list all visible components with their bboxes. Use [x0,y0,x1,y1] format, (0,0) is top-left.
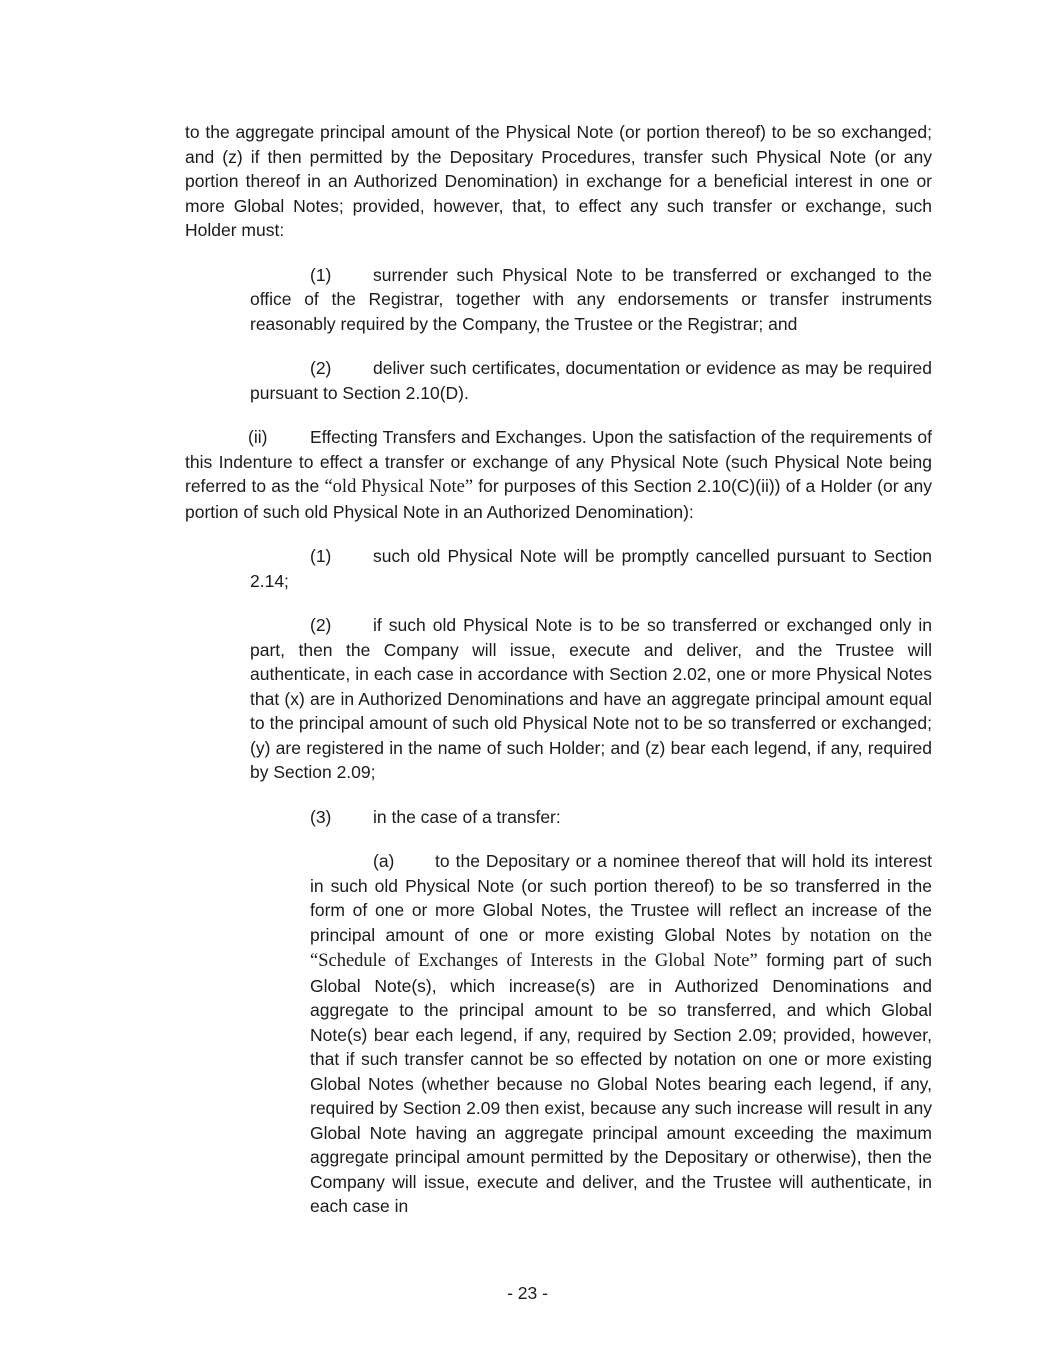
paragraph-continuation [185,120,932,243]
numbered-clause-1 [250,263,932,337]
clause-text: forming part of such Global Note(s), which increase(s) are in Authorized Denominations and aggregate to the principal amount to be so transferred, and which Global Note(s) bear each legend, if any, required by Section 2.09; provided, however, that if such transfer cannot be so effected by notation on one or more existing Global Notes (whether because no Global Notes bearing each legend, if any, required by Section 2.09 then exist, because any such increase will result in any Global Note having an aggregate principal amount exceeding the maximum aggregate principal amount permitted by the Depositary or otherwise), then the Company will issue, execute and deliver, and the Trustee will authenticate, in each case in [310,950,932,1216]
page-number: - 23 - [507,1283,548,1303]
clause-text: in the case of a transfer: [373,806,561,827]
clause-text: such old Physical Note will be promptly cancelled pursuant to Section 2.14; [250,546,932,591]
clause-text: deliver such certificates, documentation or evidence as may be required pursuant to Section 2.10(D). [250,358,932,403]
clause-text: surrender such Physical Note to be transferred or exchanged to the office of the Registrar, together with any endorsements or transfer instruments reasonably required by the Company, the Trustee or the Registrar; and [250,264,932,334]
clause-text: for purposes of this Section 2.10(C)(ii)) of a Holder (or any portion of such old Physical Note in an Authorized Denomination): [185,476,932,522]
clause-text: Effecting Transfers and Exchanges. Upon the satisfaction of the requirements of this Indenture to effect a transfer or exchange of any Physical Note (such Physical Note being referred to as the [185,427,932,496]
paragraph-text: to the aggregate principal amount of the Physical Note (or portion thereof) to be so exchanged; and (z) if then permitted by the Depositary Procedures, transfer such Physical Note (or any portion thereof in an Authorized Denomination) in exchange for a beneficial interest in one or more Global Notes; provided, however, that, to effect any such transfer or exchange, such Holder must: [185,122,932,240]
lettered-subclause-a [310,849,932,1219]
clause-number: (2) [310,615,332,635]
document-content [185,120,932,1239]
clause-text: to the Depositary or a nominee thereof that will hold its interest in such old Physical Note (or such portion thereof) to be so transferred in the form of one or more Global Notes, the Trustee will reflect an increase of the principal amount of one or more existing Global Notes [310,851,932,945]
quoted-defined-term: “old Physical Note” [324,477,474,497]
clause-number: (3) [310,806,332,827]
clause-text: if such old Physical Note is to be so transferred or exchanged only in part, then the Company will issue, execute and deliver, and the Trustee will authenticate, in each case in accordance with Section 2.02, one or more Physical Notes that (x) are in Authorized Denominations and have an aggregate principal amount equal to the principal amount of such old Physical Note not to be so transferred or exchanged; (y) are registered in the name of such Holder; and (z) bear each legend, if any, required by Section 2.09; [250,615,932,782]
clause-number: (ii) [248,427,268,447]
numbered-clause-ii-3 [250,805,932,830]
clause-number: (1) [310,264,332,285]
section-ii-paragraph [185,425,932,524]
clause-number: (a) [373,851,395,871]
clause-number: (2) [310,358,332,378]
numbered-clause-2 [250,356,932,405]
clause-number: (1) [310,546,332,566]
numbered-clause-ii-2 [250,613,932,785]
quoted-schedule-title: by notation on the “Schedule of Exchanges of Interests in the Global Note” [310,925,932,971]
numbered-clause-ii-1 [250,544,932,593]
